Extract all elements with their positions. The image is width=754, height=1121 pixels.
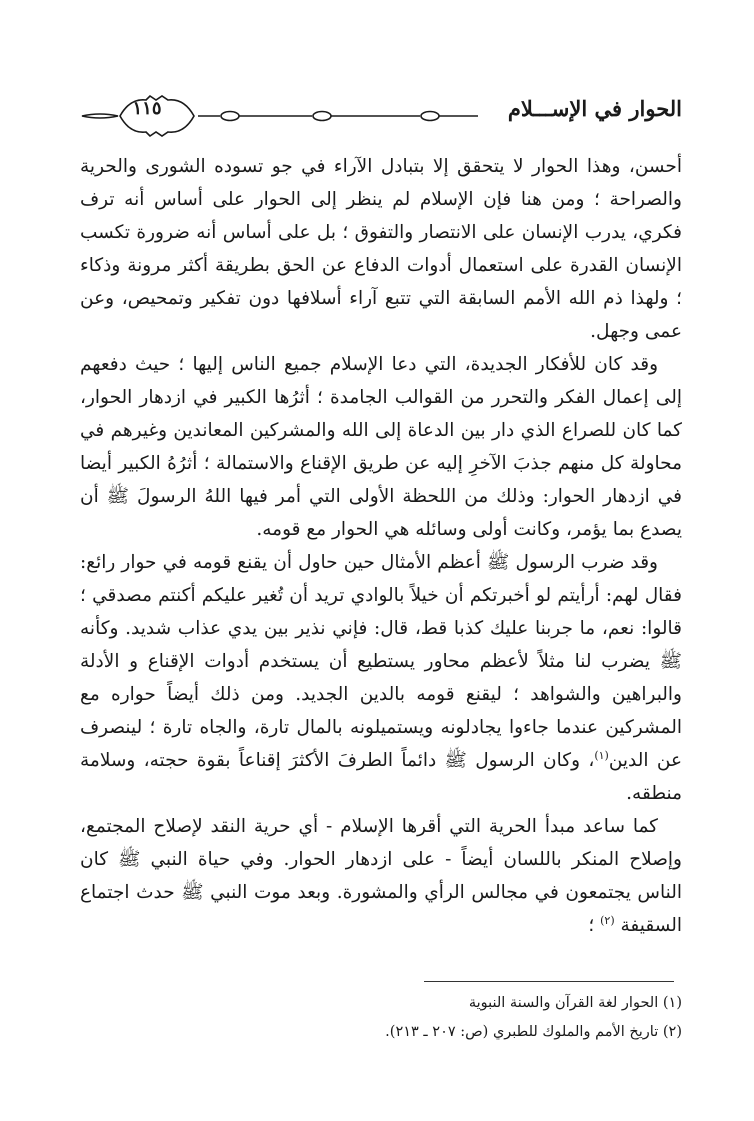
footnotes (80, 989, 682, 1047)
page-number: ١١٥ (132, 98, 162, 119)
page-header (80, 94, 682, 140)
running-title: الحوار في الإســـلام (507, 96, 682, 121)
footnote: (٢) تاريخ الأمم والملوك للطبري (ص: ٢٠٧ ـ ٢١٣). (385, 1024, 682, 1040)
paragraph (80, 810, 682, 942)
paragraph: أحسن، وهذا الحوار لا يتحقق إلا بتبادل الآراء في جو تسوده الشورى والحرية والصراحة ؛ ومن هنا فإن الإسلام لم ينظر إلى الحوار على أساس أنه ترف فكري، يدرب الإنسان على الانتصار والتفوق ؛ بل على أساس أنه ضرورة تكسب الإنسان القدرة على استعمال أدوات الدفاع عن الحق بطريقة أكثر مرونة وذكاء ؛ ولهذا ذم الله الأمم السابقة التي تتبع آراء أسلافها دون تفكير وتمحيص، وعن عمى وجهل. (80, 156, 682, 342)
paragraph-text: ؛ (588, 915, 595, 936)
footnote-divider (424, 981, 674, 982)
footnote-ref: (١) (594, 748, 609, 762)
paragraph-text: وقد ضرب الرسول ﷺ أعظم الأمثال حين حاول أن يقنع قومه في حوار رائع: فقال لهم: أرأيتم لو أخبرتكم أن خيلاً بالوادي تريد أن تُغير عليكم أكنتم مصدقي ؛ قالوا: نعم، ما جربنا عليك كذبا قط، قال: فإني نذير بين يدي عذاب شديد. وكأنه ﷺ يضرب لنا مثلاً لأعظم محاور يستطيع أن يستخدم أدوات الإقناع و الأدلة والبراهين والشواهد ؛ ليقنع قومه بالدين الجديد. ومن ذلك أيضاً حواره مع المشركين عندما جاءوا يجادلونه ويستميلونه بالمال تارة، والجاه تارة ؛ لينصرف عن الدين (80, 552, 682, 771)
paragraph: وقد كان للأفكار الجديدة، التي دعا الإسلام جميع الناس إليها ؛ حيث دفعهم إلى إعمال الفكر والتحرر من القوالب الجامدة ؛ أثرُها الكبير في ازدهار الحوار، كما كان للصراع الذي دار بين الدعاة إلى الله والمشركين المعاندين وغيرهم في محاولة كل منهم جذبَ الآخرِ إليه عن طريق الإقناع والاستمالة ؛ أثرُهُ الكبير أيضا في ازدهار الحوار: وذلك من اللحظة الأولى التي أمر فيها اللهُ الرسولَ ﷺ أن يصدع بما يؤمر، وكانت أولى وسائله هي الحوار مع قومه. (80, 354, 682, 540)
paragraph (80, 546, 682, 810)
footnote-ref: (٢) (600, 913, 615, 927)
footnote: (١) الحوار لغة القرآن والسنة النبوية (468, 995, 682, 1011)
paragraph-text: كما ساعد مبدأ الحرية التي أقرها الإسلام - أي حرية النقد لإصلاح المجتمع، وإصلاح المنكر باللسان أيضاً - على ازدهار الحوار. وفي حياة النبي ﷺ كان الناس يجتمعون في مجالس الرأي والمشورة. وبعد موت النبي ﷺ حدث اجتماع السقيفة (80, 816, 682, 936)
body-text (80, 150, 682, 942)
paragraph-text: ، وكان الرسول ﷺ دائماً الطرفَ الأكثرَ إقناعاً بقوة حجته، وسلامة منطقه. (80, 750, 682, 804)
